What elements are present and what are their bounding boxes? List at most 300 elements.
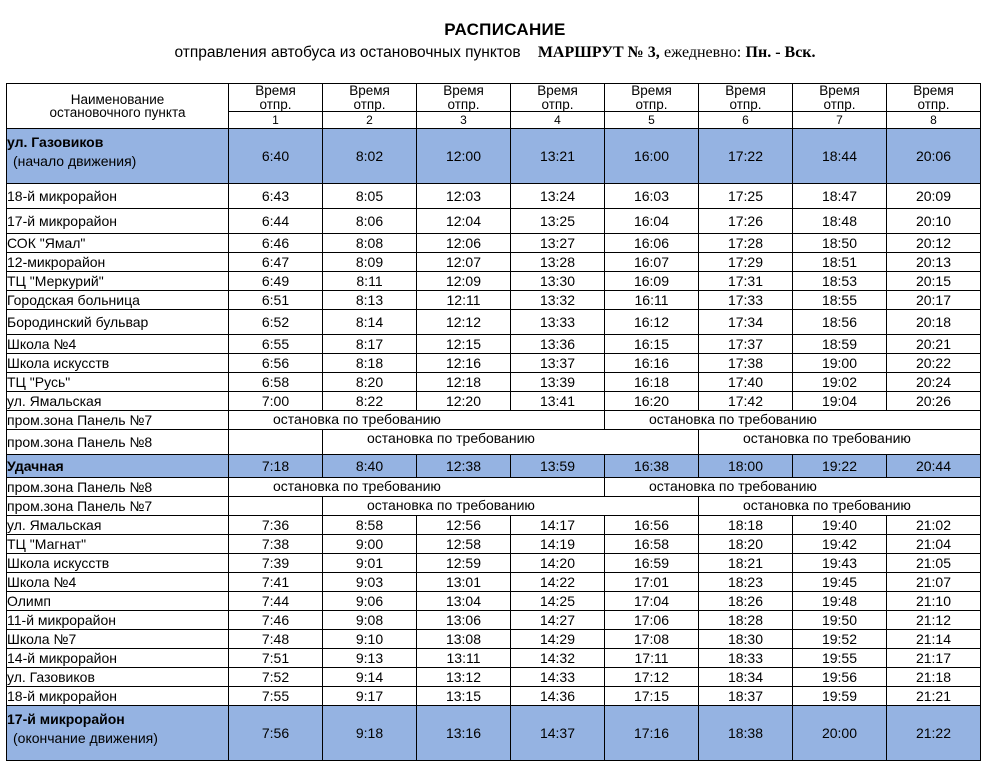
departure-time: 20:21 bbox=[887, 335, 981, 354]
departure-time: 21:14 bbox=[887, 630, 981, 649]
departure-time: 9:14 bbox=[323, 668, 417, 687]
request-stop-label: остановка по требованию bbox=[743, 497, 911, 513]
departure-time: 19:42 bbox=[793, 535, 887, 554]
departure-time: 12:07 bbox=[417, 253, 511, 272]
stop-name bbox=[7, 611, 229, 630]
departure-time: 13:25 bbox=[511, 209, 605, 234]
departure-time: 17:38 bbox=[699, 354, 793, 373]
departure-time: 13:33 bbox=[511, 310, 605, 335]
time-header-line2: отпр. bbox=[917, 96, 950, 112]
departure-time: 7:38 bbox=[229, 535, 323, 554]
table-row bbox=[7, 687, 981, 706]
departure-time: 19:43 bbox=[793, 554, 887, 573]
table-row bbox=[7, 478, 981, 497]
time-header-line2: отпр. bbox=[729, 96, 762, 112]
table-row bbox=[7, 630, 981, 649]
departure-time: 14:37 bbox=[511, 706, 605, 761]
departure-time: 13:21 bbox=[511, 129, 605, 184]
departure-time: 6:44 bbox=[229, 209, 323, 234]
request-stop-label: остановка по требованию bbox=[273, 411, 441, 427]
table-row bbox=[7, 430, 981, 455]
time-header-line2: отпр. bbox=[447, 96, 480, 112]
departure-time: 21:21 bbox=[887, 687, 981, 706]
departure-time: 12:00 bbox=[417, 129, 511, 184]
departure-time: 9:17 bbox=[323, 687, 417, 706]
stop-name bbox=[7, 335, 229, 354]
departure-time: 13:39 bbox=[511, 373, 605, 392]
departure-time: 17:26 bbox=[699, 209, 793, 234]
departure-time: 16:56 bbox=[605, 516, 699, 535]
departure-time: 13:36 bbox=[511, 335, 605, 354]
stop-name-label: ул. Ямальская bbox=[7, 393, 102, 409]
table-row bbox=[7, 411, 981, 430]
stop-name-label: Олимп bbox=[7, 593, 51, 609]
departure-time: 9:13 bbox=[323, 649, 417, 668]
departure-time: 19:56 bbox=[793, 668, 887, 687]
table-row bbox=[7, 573, 981, 592]
time-header bbox=[511, 84, 605, 112]
departure-time: 18:23 bbox=[699, 573, 793, 592]
departure-time: 8:18 bbox=[323, 354, 417, 373]
departure-time: 17:12 bbox=[605, 668, 699, 687]
time-header-line1: Время bbox=[913, 83, 954, 98]
table-row bbox=[7, 209, 981, 234]
departure-time: 13:16 bbox=[417, 706, 511, 761]
departure-time: 18:38 bbox=[699, 706, 793, 761]
departure-time: 8:05 bbox=[323, 184, 417, 209]
departure-time: 12:03 bbox=[417, 184, 511, 209]
departure-time: 21:10 bbox=[887, 592, 981, 611]
departure-time: 18:47 bbox=[793, 184, 887, 209]
stop-name-label: ул. Газовиков bbox=[7, 669, 95, 685]
stop-name-label: 17-й микрорайон bbox=[7, 711, 125, 727]
time-header-line1: Время bbox=[537, 83, 578, 98]
stop-name bbox=[7, 630, 229, 649]
request-stop-label: остановка по требованию bbox=[273, 478, 441, 494]
time-header-line1: Время bbox=[725, 83, 766, 98]
table-row bbox=[7, 535, 981, 554]
schedule-table bbox=[6, 83, 981, 761]
departure-time: 18:50 bbox=[793, 234, 887, 253]
table-row bbox=[7, 310, 981, 335]
departure-time: 18:33 bbox=[699, 649, 793, 668]
departure-time: 12:38 bbox=[417, 455, 511, 478]
subtitle-prefix: отправления автобуса из остановочных пунктов bbox=[174, 44, 521, 61]
time-header-line1: Время bbox=[443, 83, 484, 98]
stop-name-label: Школа искусств bbox=[7, 355, 110, 371]
departure-time: 8:08 bbox=[323, 234, 417, 253]
departure-time: 6:49 bbox=[229, 272, 323, 291]
departure-time: 13:37 bbox=[511, 354, 605, 373]
departure-time: 8:06 bbox=[323, 209, 417, 234]
departure-time: 9:00 bbox=[323, 535, 417, 554]
departure-time: 16:07 bbox=[605, 253, 699, 272]
stop-name-label: 18-й микрорайон bbox=[7, 188, 117, 204]
stop-name-header-line1: Наименование bbox=[70, 91, 165, 107]
stop-name-label: пром.зона Панель №7 bbox=[7, 412, 153, 428]
column-number: 6 bbox=[699, 112, 793, 129]
departure-time: 16:11 bbox=[605, 291, 699, 310]
departure-time: 21:02 bbox=[887, 516, 981, 535]
departure-time: 12:16 bbox=[417, 354, 511, 373]
departure-time: 20:12 bbox=[887, 234, 981, 253]
departure-time: 18:00 bbox=[699, 455, 793, 478]
departure-time: 16:58 bbox=[605, 535, 699, 554]
departure-time: 19:55 bbox=[793, 649, 887, 668]
page-title: РАСПИСАНИЕ bbox=[444, 20, 566, 39]
departure-time: 14:20 bbox=[511, 554, 605, 573]
time-header-line1: Время bbox=[819, 83, 860, 98]
departure-time: 20:13 bbox=[887, 253, 981, 272]
departure-time: 9:06 bbox=[323, 592, 417, 611]
time-header-line1: Время bbox=[255, 83, 296, 98]
departure-time: 18:30 bbox=[699, 630, 793, 649]
departure-time: 12:20 bbox=[417, 392, 511, 411]
request-stop-cell bbox=[229, 430, 323, 455]
request-stop-cell bbox=[323, 430, 699, 455]
stop-name-label: Городская больница bbox=[7, 292, 140, 308]
stop-name bbox=[7, 373, 229, 392]
stop-name-label: пром.зона Панель №7 bbox=[7, 498, 153, 514]
stop-name-label: Школа №4 bbox=[7, 336, 77, 352]
departure-time: 9:03 bbox=[323, 573, 417, 592]
time-header-line1: Время bbox=[349, 83, 390, 98]
column-number: 4 bbox=[511, 112, 605, 129]
departure-time: 6:47 bbox=[229, 253, 323, 272]
departure-time: 17:04 bbox=[605, 592, 699, 611]
departure-time: 20:06 bbox=[887, 129, 981, 184]
departure-time: 18:28 bbox=[699, 611, 793, 630]
table-row bbox=[7, 611, 981, 630]
departure-time: 17:40 bbox=[699, 373, 793, 392]
departure-time: 9:10 bbox=[323, 630, 417, 649]
departure-time: 7:48 bbox=[229, 630, 323, 649]
departure-time: 12:18 bbox=[417, 373, 511, 392]
page-subtitle bbox=[0, 44, 981, 62]
departure-time: 7:39 bbox=[229, 554, 323, 573]
departure-time: 14:32 bbox=[511, 649, 605, 668]
table-row bbox=[7, 516, 981, 535]
stop-name bbox=[7, 234, 229, 253]
stop-name-label: ТЦ "Русь" bbox=[7, 374, 71, 390]
request-stop-cell bbox=[699, 430, 981, 455]
departure-time: 16:06 bbox=[605, 234, 699, 253]
departure-time: 18:20 bbox=[699, 535, 793, 554]
stop-name bbox=[7, 291, 229, 310]
table-row bbox=[7, 497, 981, 516]
stop-name bbox=[7, 554, 229, 573]
time-header bbox=[417, 84, 511, 112]
departure-time: 18:21 bbox=[699, 554, 793, 573]
departure-time: 17:22 bbox=[699, 129, 793, 184]
departure-time: 7:56 bbox=[229, 706, 323, 761]
departure-time: 12:12 bbox=[417, 310, 511, 335]
column-number: 8 bbox=[887, 112, 981, 129]
departure-time: 21:22 bbox=[887, 706, 981, 761]
departure-time: 20:00 bbox=[793, 706, 887, 761]
departure-time: 12:11 bbox=[417, 291, 511, 310]
departure-time: 8:09 bbox=[323, 253, 417, 272]
departure-time: 18:55 bbox=[793, 291, 887, 310]
departure-time: 17:42 bbox=[699, 392, 793, 411]
departure-time: 20:09 bbox=[887, 184, 981, 209]
time-header bbox=[605, 84, 699, 112]
departure-time: 20:18 bbox=[887, 310, 981, 335]
departure-time: 6:46 bbox=[229, 234, 323, 253]
departure-time: 14:36 bbox=[511, 687, 605, 706]
departure-time: 17:34 bbox=[699, 310, 793, 335]
time-header-line2: отпр. bbox=[635, 96, 668, 112]
departure-time: 12:04 bbox=[417, 209, 511, 234]
stop-name-note: (окончание движения) bbox=[13, 730, 158, 746]
departure-time: 7:44 bbox=[229, 592, 323, 611]
departure-time: 20:26 bbox=[887, 392, 981, 411]
departure-time: 13:04 bbox=[417, 592, 511, 611]
table-row bbox=[7, 455, 981, 478]
departure-time: 18:59 bbox=[793, 335, 887, 354]
departure-time: 13:28 bbox=[511, 253, 605, 272]
departure-time: 14:29 bbox=[511, 630, 605, 649]
departure-time: 6:43 bbox=[229, 184, 323, 209]
stop-name bbox=[7, 411, 229, 430]
table-row bbox=[7, 706, 981, 761]
departure-time: 12:15 bbox=[417, 335, 511, 354]
departure-time: 16:38 bbox=[605, 455, 699, 478]
stop-name-header-line2: остановочного пункта bbox=[49, 105, 186, 120]
departure-time: 9:01 bbox=[323, 554, 417, 573]
schedule-body bbox=[7, 129, 981, 761]
departure-time: 21:12 bbox=[887, 611, 981, 630]
stop-name-label: ул. Ямальская bbox=[7, 517, 102, 533]
departure-time: 7:00 bbox=[229, 392, 323, 411]
time-header bbox=[793, 84, 887, 112]
departure-time: 7:46 bbox=[229, 611, 323, 630]
stop-name bbox=[7, 310, 229, 335]
departure-time: 13:11 bbox=[417, 649, 511, 668]
departure-time: 8:11 bbox=[323, 272, 417, 291]
stop-name bbox=[7, 592, 229, 611]
departure-time: 14:33 bbox=[511, 668, 605, 687]
departure-time: 19:02 bbox=[793, 373, 887, 392]
departure-time: 14:19 bbox=[511, 535, 605, 554]
departure-time: 17:33 bbox=[699, 291, 793, 310]
departure-time: 21:17 bbox=[887, 649, 981, 668]
departure-time: 14:22 bbox=[511, 573, 605, 592]
departure-time: 18:26 bbox=[699, 592, 793, 611]
stop-name bbox=[7, 573, 229, 592]
time-header-line2: отпр. bbox=[823, 96, 856, 112]
departure-time: 16:18 bbox=[605, 373, 699, 392]
departure-time: 16:59 bbox=[605, 554, 699, 573]
table-row bbox=[7, 129, 981, 184]
request-stop-label: остановка по требованию bbox=[743, 430, 911, 446]
departure-time: 21:05 bbox=[887, 554, 981, 573]
departure-time: 16:12 bbox=[605, 310, 699, 335]
departure-time: 6:51 bbox=[229, 291, 323, 310]
departure-time: 8:40 bbox=[323, 455, 417, 478]
stop-name bbox=[7, 687, 229, 706]
departure-time: 13:27 bbox=[511, 234, 605, 253]
days-label: ежедневно: bbox=[664, 44, 742, 61]
departure-time: 13:12 bbox=[417, 668, 511, 687]
departure-time: 18:44 bbox=[793, 129, 887, 184]
departure-time: 13:06 bbox=[417, 611, 511, 630]
departure-time: 13:15 bbox=[417, 687, 511, 706]
request-stop-label: остановка по требованию bbox=[367, 430, 535, 446]
request-stop-cell bbox=[229, 478, 605, 497]
departure-time: 14:17 bbox=[511, 516, 605, 535]
time-header bbox=[699, 84, 793, 112]
table-row bbox=[7, 592, 981, 611]
departure-time: 17:37 bbox=[699, 335, 793, 354]
table-row bbox=[7, 649, 981, 668]
time-header bbox=[229, 84, 323, 112]
time-header bbox=[323, 84, 417, 112]
departure-time: 6:52 bbox=[229, 310, 323, 335]
stop-name-label: пром.зона Панель №8 bbox=[7, 479, 153, 495]
departure-time: 6:55 bbox=[229, 335, 323, 354]
stop-name-header bbox=[7, 84, 229, 129]
departure-time: 12:09 bbox=[417, 272, 511, 291]
column-number: 2 bbox=[323, 112, 417, 129]
departure-time: 7:52 bbox=[229, 668, 323, 687]
departure-time: 19:50 bbox=[793, 611, 887, 630]
departure-time: 16:09 bbox=[605, 272, 699, 291]
departure-time: 8:13 bbox=[323, 291, 417, 310]
request-stop-label: остановка по требованию bbox=[649, 411, 817, 427]
departure-time: 13:30 bbox=[511, 272, 605, 291]
departure-time: 8:17 bbox=[323, 335, 417, 354]
stop-name bbox=[7, 392, 229, 411]
request-stop-cell bbox=[699, 497, 981, 516]
departure-time: 17:28 bbox=[699, 234, 793, 253]
stop-name-label: 18-й микрорайон bbox=[7, 688, 117, 704]
departure-time: 12:58 bbox=[417, 535, 511, 554]
departure-time: 14:27 bbox=[511, 611, 605, 630]
column-number: 5 bbox=[605, 112, 699, 129]
departure-time: 7:41 bbox=[229, 573, 323, 592]
departure-time: 21:18 bbox=[887, 668, 981, 687]
departure-time: 19:22 bbox=[793, 455, 887, 478]
stop-name bbox=[7, 455, 229, 478]
table-row bbox=[7, 392, 981, 411]
departure-time: 17:29 bbox=[699, 253, 793, 272]
table-row bbox=[7, 554, 981, 573]
departure-time: 8:22 bbox=[323, 392, 417, 411]
stop-name bbox=[7, 253, 229, 272]
stop-name-label: пром.зона Панель №8 bbox=[7, 434, 153, 450]
departure-time: 20:22 bbox=[887, 354, 981, 373]
departure-time: 13:59 bbox=[511, 455, 605, 478]
departure-time: 18:51 bbox=[793, 253, 887, 272]
table-row bbox=[7, 668, 981, 687]
departure-time: 19:59 bbox=[793, 687, 887, 706]
stop-name bbox=[7, 649, 229, 668]
request-stop-cell bbox=[229, 411, 605, 430]
header-row bbox=[7, 84, 981, 112]
departure-time: 13:32 bbox=[511, 291, 605, 310]
stop-name bbox=[7, 497, 229, 516]
stop-name bbox=[7, 668, 229, 687]
stop-name-note: (начало движения) bbox=[13, 153, 137, 169]
table-row bbox=[7, 354, 981, 373]
stop-name-label: 11-й микрорайон bbox=[7, 612, 116, 628]
request-stop-cell bbox=[229, 497, 323, 516]
departure-time: 20:24 bbox=[887, 373, 981, 392]
departure-time: 16:15 bbox=[605, 335, 699, 354]
stop-name bbox=[7, 354, 229, 373]
stop-name bbox=[7, 516, 229, 535]
stop-name-label: Школа №4 bbox=[7, 574, 77, 590]
table-row bbox=[7, 335, 981, 354]
departure-time: 20:15 bbox=[887, 272, 981, 291]
departure-time: 18:34 bbox=[699, 668, 793, 687]
departure-time: 9:18 bbox=[323, 706, 417, 761]
stop-name-label: СОК "Ямал" bbox=[7, 235, 86, 251]
stop-name-label: 17-й микрорайон bbox=[7, 213, 117, 229]
table-row bbox=[7, 253, 981, 272]
departure-time: 6:40 bbox=[229, 129, 323, 184]
stop-name bbox=[7, 430, 229, 455]
stop-name bbox=[7, 184, 229, 209]
departure-time: 16:20 bbox=[605, 392, 699, 411]
departure-time: 19:40 bbox=[793, 516, 887, 535]
table-row bbox=[7, 234, 981, 253]
departure-time: 18:18 bbox=[699, 516, 793, 535]
departure-time: 19:00 bbox=[793, 354, 887, 373]
table-row bbox=[7, 272, 981, 291]
departure-time: 17:06 bbox=[605, 611, 699, 630]
departure-time: 18:48 bbox=[793, 209, 887, 234]
request-stop-label: остановка по требованию bbox=[367, 497, 535, 513]
route-label: МАРШРУТ № 3, bbox=[537, 44, 660, 61]
table-row bbox=[7, 373, 981, 392]
departure-time: 16:00 bbox=[605, 129, 699, 184]
departure-time: 17:01 bbox=[605, 573, 699, 592]
departure-time: 18:56 bbox=[793, 310, 887, 335]
stop-name-label: Удачная bbox=[7, 458, 64, 474]
departure-time: 21:07 bbox=[887, 573, 981, 592]
departure-time: 7:36 bbox=[229, 516, 323, 535]
departure-time: 13:01 bbox=[417, 573, 511, 592]
departure-time: 17:08 bbox=[605, 630, 699, 649]
time-header-line1: Время bbox=[631, 83, 672, 98]
departure-time: 17:11 bbox=[605, 649, 699, 668]
column-number: 7 bbox=[793, 112, 887, 129]
table-row bbox=[7, 291, 981, 310]
departure-time: 7:55 bbox=[229, 687, 323, 706]
column-number: 3 bbox=[417, 112, 511, 129]
departure-time: 9:08 bbox=[323, 611, 417, 630]
departure-time: 19:45 bbox=[793, 573, 887, 592]
stop-name-label: 14-й микрорайон bbox=[7, 650, 117, 666]
departure-time: 13:08 bbox=[417, 630, 511, 649]
table-row bbox=[7, 184, 981, 209]
departure-time: 20:10 bbox=[887, 209, 981, 234]
departure-time: 8:20 bbox=[323, 373, 417, 392]
departure-time: 8:14 bbox=[323, 310, 417, 335]
departure-time: 13:41 bbox=[511, 392, 605, 411]
stop-name bbox=[7, 209, 229, 234]
stop-name bbox=[7, 272, 229, 291]
departure-time: 17:31 bbox=[699, 272, 793, 291]
departure-time: 7:18 bbox=[229, 455, 323, 478]
departure-time: 6:56 bbox=[229, 354, 323, 373]
departure-time: 13:24 bbox=[511, 184, 605, 209]
departure-time: 8:58 bbox=[323, 516, 417, 535]
days-value: Пн. - Вск. bbox=[745, 44, 816, 61]
time-header-line2: отпр. bbox=[353, 96, 386, 112]
